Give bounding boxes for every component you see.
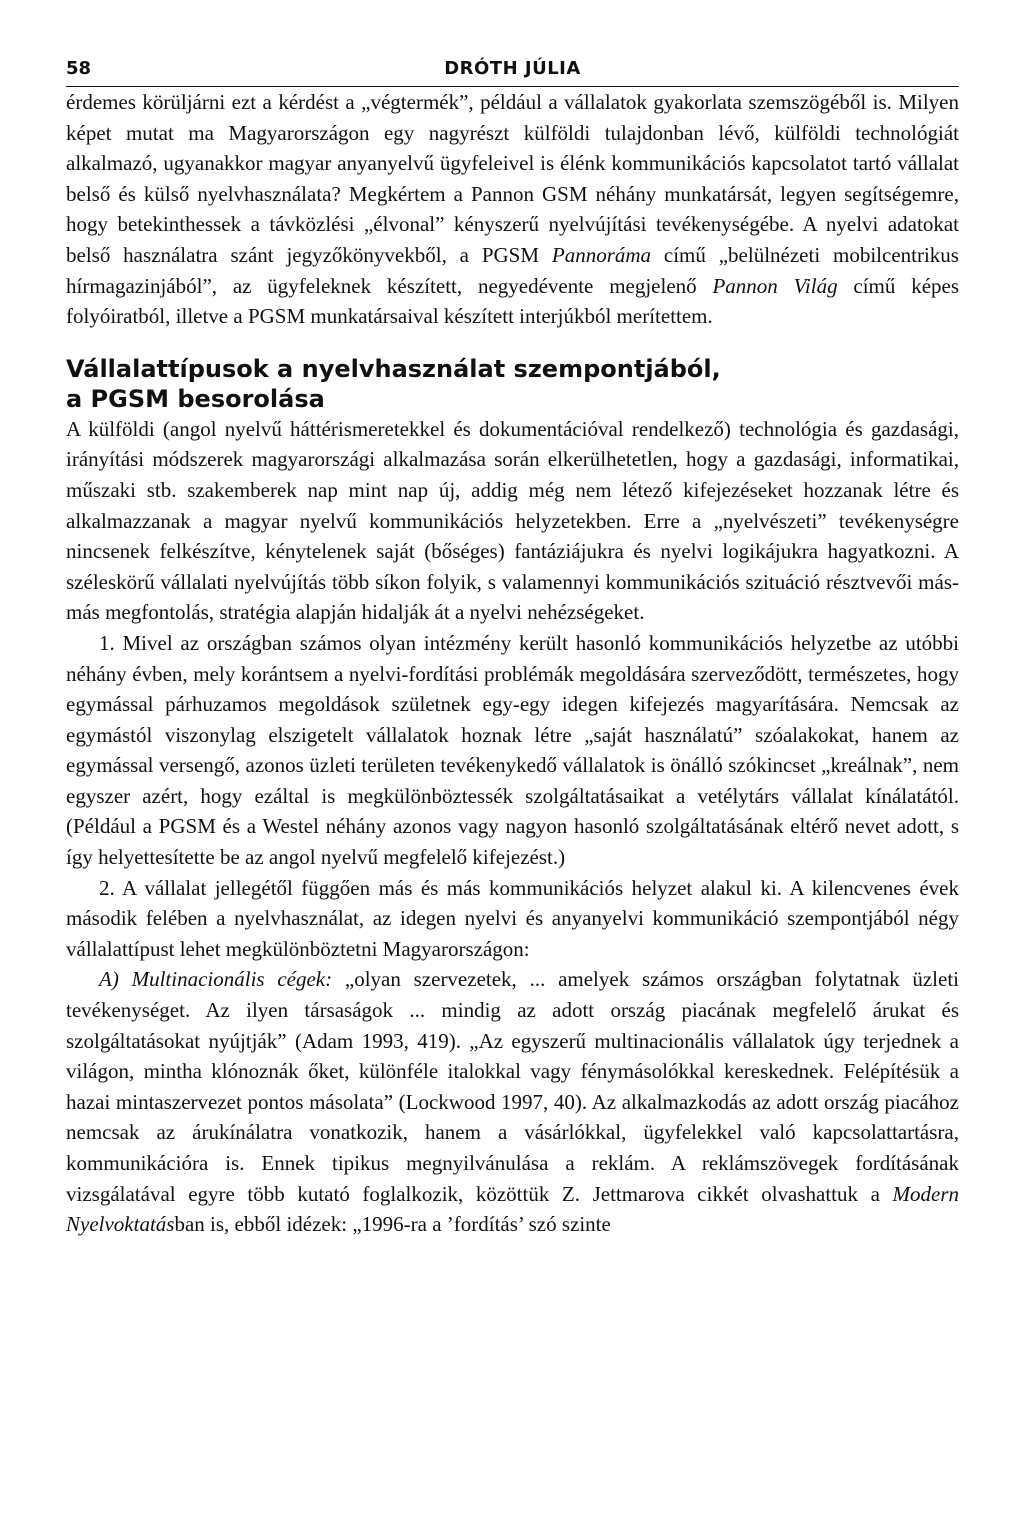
intro-magazine-title: Pannoráma xyxy=(551,242,652,267)
running-head-author: DRÓTH JÚLIA xyxy=(444,58,581,79)
section-paragraph-3: 2. A vállalat jellegétől függően más és más kommunikációs helyzet alakul ki. A kilencvenes évek második felében a nyelvhasználat, az idegen nyelvi és anyanyelvi kommunikáció szempontjából négy vállalattípust lehet megkülönböztetni Magyarországon: xyxy=(66,875,959,961)
intro-journal-title: Pannon Világ xyxy=(712,273,838,298)
journal-title: Modern Nyelvoktatás xyxy=(66,1181,959,1237)
paragraph-4-text-1: „olyan szervezetek, ... amelyek számos országban folytatnak üzleti tevékenységet. Az ilyen társaságok ... mindig az adott ország piacának megfelelő árukat és szolgáltatásokat nyújtják” (Adam 1993, 419). „Az egyszerű multinacionális vállalatok úgy terjednek a világon, mintha klónoznák őket, különféle italokkal vagy fénymásolókkal kereskednek. Felépítésük a hazai mintaszervezet pontos másolata” (Lockwood 1997, 40). Az alkalmazkodás az adott ország piacához nemcsak az árukínálatra vonatkozik, hanem a vásárlókkal, ügyfelekkel való kapcsolattartásra, kommunikációra is. Ennek tipikus megnyilvánulása a reklám. A reklámszövegek fordításának vizsgálatával egyre több kutató foglalkozik, közöttük Z. Jettmarova cikkét olvashattuk a xyxy=(66,967,960,1206)
body-text xyxy=(66,87,959,1240)
page-number: 58 xyxy=(66,58,92,79)
section-paragraph-1: A külföldi (angol nyelvű háttérismeretekkel és dokumentációval rendelkező) technológia és gazdasági, irányítási módszerek magyarországi alkalmazása során elkerülhetetlen, hogy a gazdasági, informatikai, műszaki stb. szakemberek nap mint nap új, addig még nem létező kifejezéseket hozzanak létre és alkalmazzanak a magyar nyelvű kommunikációs helyzetekben. Erre a „nyelvészeti” tevékenységre nincsenek felkészítve, kénytelenek saját (bőséges) fantáziájukra és nyelvi logikájukra hagyatkozni. A széleskörű vállalati nyelvújítás több síkon folyik, s valamennyi kommunikációs szituáció résztvevői más-más megfontolás, stratégia alapján hidalják át a nyelvi nehézségeket. xyxy=(66,416,959,625)
paragraph-4-text-2: ban is, ebből idézek: „1996-ra a ’fordítás’ szó szinte xyxy=(174,1212,611,1237)
running-head xyxy=(66,52,959,87)
intro-text-1: érdemes körüljárni ezt a kérdést a „végtermék”, például a vállalatok gyakorlata szemszögéből is. Milyen képet mutat ma Magyarországon egy nagyrészt külföldi tulajdonban lévő, külföldi technológiát alkalmazó, ugyanakkor magyar anyanyelvű ügyfeleivel is élénk kommunikációs kapcsolatot tartó vállalat belső és külső nyelvhasználata? Megkértem a Pannon GSM néhány munkatársát, legyen segítségemre, hogy betekinthessek a távközlési „élvonal” kényszerű nyelvújítási tevékenységébe. A nyelvi adatokat belső használatra szánt jegyzőkönyvekből, a PGSM xyxy=(66,90,959,267)
intro-text-3: című képes folyóiratból, illetve a PGSM munkatársaival készített interjúkból merítettem. xyxy=(66,273,960,329)
book-page xyxy=(66,52,959,1240)
section-heading-line-2: a PGSM besorolása xyxy=(66,384,325,413)
multinational-label: A) Multinacionális cégek: xyxy=(99,967,333,992)
section-paragraph-2: 1. Mivel az országban számos olyan intézmény került hasonló kommunikációs helyzetbe az utóbbi néhány évben, mely korántsem a nyelvi-fordítási problémák megoldására szerveződött, természetes, hogy egymással párhuzamos megoldások születnek egy-egy idegen kifejezés magyarítására. Nemcsak az egymástól viszonylag elszigetelt vállalatok hoznak létre „saját használatú” szóalakokat, hanem az egymással versengő, azonos üzleti területen tevékenykedő vállalatok is önálló szókincset „kreálnak”, nem egyszer azért, hogy ezáltal is megkülönböztessék szolgáltatásaikat a vetélytárs vállalat kínálatától. (Például a PGSM és a Westel néhány azonos vagy nagyon hasonló szolgáltatásának eltérő nevet adott, s így helyettesítette be az angol nyelvű megfelelő kifejezést.) xyxy=(66,630,959,870)
section-paragraph-4 xyxy=(66,964,959,1239)
section-heading-line-1: Vállalattípusok a nyelvhasználat szempontjából, xyxy=(66,354,721,383)
intro-text-2: című „belülnézeti mobilcentrikus hírmagazinjából”, az ügyfeleknek készített, negyedévente megjelenő xyxy=(66,242,959,298)
section-heading xyxy=(66,354,959,414)
intro-paragraph xyxy=(66,87,959,332)
